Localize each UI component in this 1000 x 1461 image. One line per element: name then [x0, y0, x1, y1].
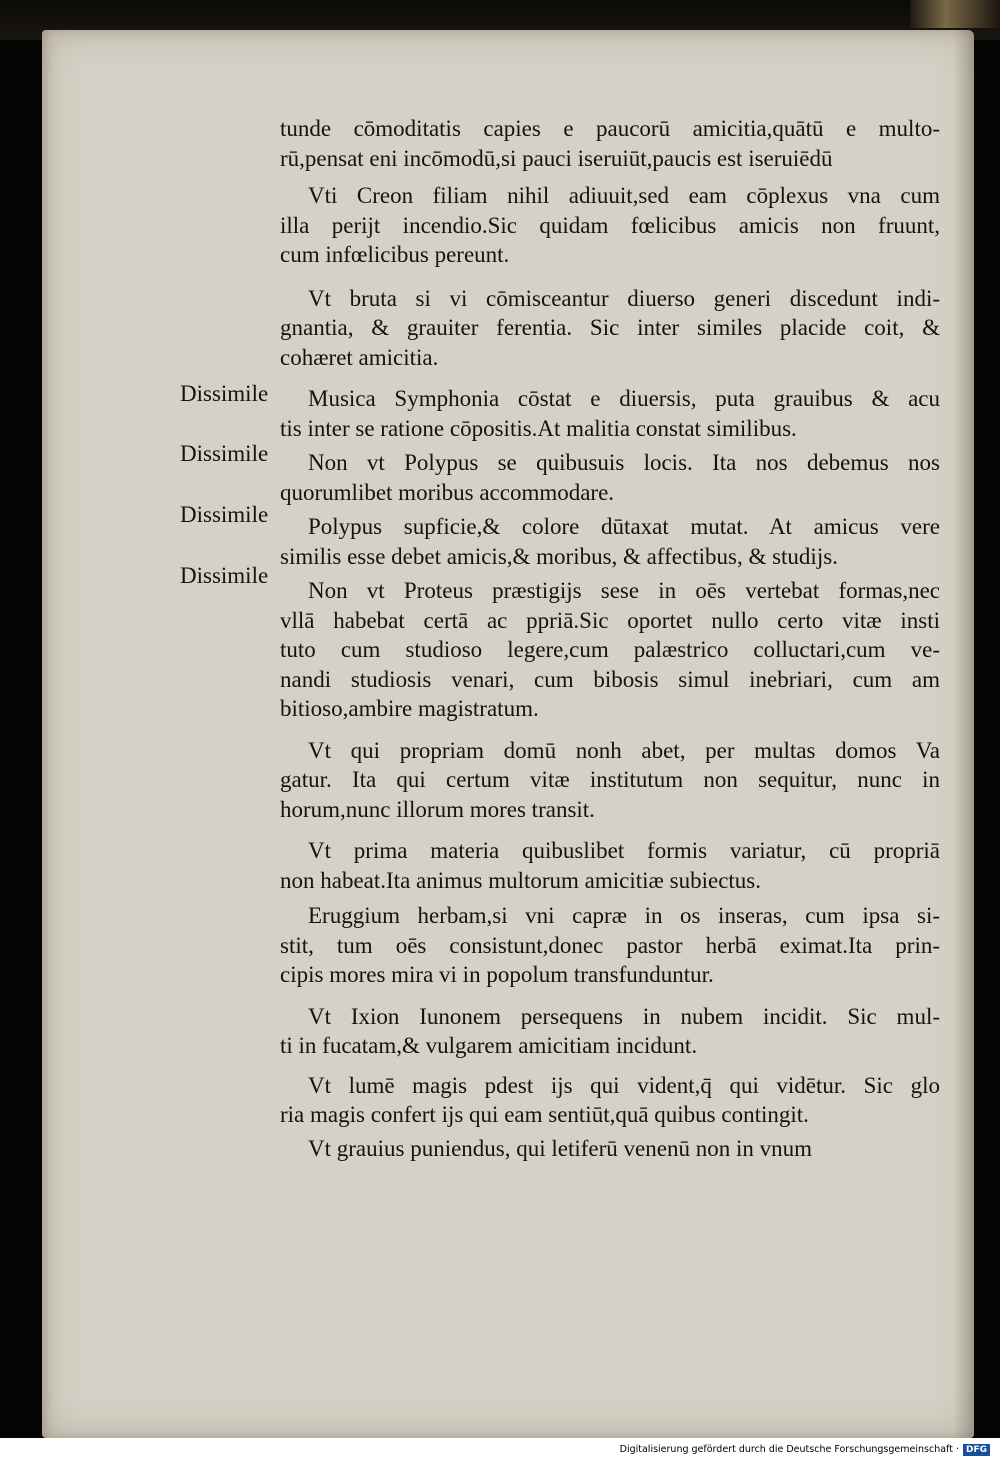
paragraph: [280, 736, 940, 825]
paragraph: [280, 512, 940, 571]
text-line: Polypus supficie,& colore dūtaxat mutat. At amicus vere: [308, 514, 940, 539]
digitization-footer: [0, 1438, 1000, 1461]
text-line: tunde cōmoditatis capies e paucorū amicitia,quātū e multo-: [280, 116, 940, 141]
text-line: nandi studiosis venari, cum bibosis simul inebriari, cum am: [280, 666, 940, 692]
text-line: Vt prima materia quibuslibet formis variatur, cū propriā: [308, 838, 940, 863]
dfg-logo-icon: DFG: [963, 1444, 990, 1456]
page-text: [280, 114, 940, 1173]
text-line: Musica Symphonia cōstat e diuersis, puta grauibus & acu: [308, 386, 940, 411]
text-line: cipis mores mira vi in popolum transfunduntur.: [280, 962, 714, 987]
text-line: ria magis confert ijs qui eam sentiūt,quā quibus contingit.: [280, 1102, 809, 1127]
paragraph: [280, 836, 940, 895]
paragraph: [280, 284, 940, 373]
text-line: Vt grauius puniendus, qui letiferū venenū non in vnum: [308, 1135, 813, 1161]
paragraph: [280, 1002, 940, 1061]
text-line: non habeat.Ita animus multorum amicitiæ subiectus.: [280, 867, 761, 893]
text-line: tuto cum studioso legere,cum palæstrico colluctari,cum ve-: [280, 637, 940, 662]
paragraph: [280, 181, 940, 270]
paragraph: [280, 384, 940, 443]
margin-note-dissimile: Dissimile: [180, 563, 269, 588]
text-line: cum infœlicibus pereunt.: [280, 242, 510, 267]
margin-note-dissimile: Dissimile: [180, 502, 269, 527]
text-line: illa perijt incendio.Sic quidam fœlicibus amicis non fruunt,: [280, 212, 940, 238]
text-line: quorumlibet moribus accommodare.: [280, 479, 615, 505]
text-line: bitioso,ambire magistratum.: [280, 696, 539, 721]
text-line: Non vt Proteus præstigijs sese in oēs vertebat formas,nec: [308, 578, 940, 603]
paragraph: [280, 576, 940, 724]
paragraph: [280, 114, 940, 173]
paragraph: [280, 1071, 940, 1130]
text-line: cohæret amicitia.: [280, 344, 439, 370]
page-edge-strip: [910, 0, 1000, 28]
text-line: vllā habebat certā ac ppriā.Sic oportet nullo certo vitæ insti: [280, 607, 940, 633]
margin-note-dissimile: Dissimile: [180, 441, 269, 466]
text-line: gatur. Ita qui certum vitæ institutum non sequitur, nunc in: [280, 767, 940, 792]
text-line: Eruggium herbam,si vni capræ in os inseras, cum ipsa si-: [308, 903, 940, 928]
footer-credit: Digitalisierung gefördert durch die Deutsche Forschungsgemeinschaft ·: [619, 1444, 959, 1455]
paragraph: [280, 901, 940, 990]
text-line: horum,nunc illorum mores transit.: [280, 796, 595, 822]
paragraph: [280, 1134, 940, 1164]
paragraph: [280, 448, 940, 507]
text-line: gnantia, & grauiter ferentia. Sic inter similes placide coit, &: [280, 315, 940, 340]
text-line: tis inter se ratione cōpositis.At malitia constat similibus.: [280, 415, 797, 441]
text-line: Non vt Polypus se quibusuis locis. Ita nos debemus nos: [308, 450, 940, 475]
text-line: rū,pensat eni incōmodū,si pauci iseruiūt,paucis est iseruiēdū: [280, 145, 833, 171]
text-line: Vt Ixion Iunonem persequens in nubem incidit. Sic mul-: [308, 1003, 940, 1029]
text-line: Vt bruta si vi cōmisceantur diuerso generi discedunt indi-: [308, 285, 940, 311]
text-line: Vt qui propriam domū nonh abet, per multas domos Va: [308, 737, 940, 763]
text-line: similis esse debet amicis,& moribus, & affectibus, & studijs.: [280, 543, 838, 569]
text-line: ti in fucatam,& vulgarem amicitiam incidunt.: [280, 1033, 698, 1058]
margin-note-dissimile: Dissimile: [180, 381, 269, 406]
text-line: stit, tum oēs consistunt,donec pastor herbā eximat.Ita prin-: [280, 932, 940, 958]
text-line: Vt lumē magis pdest ijs qui vident,q̄ qui vidētur. Sic glo: [308, 1072, 940, 1098]
text-line: Vti Creon filiam nihil adiuuit,sed eam cōplexus vna cum: [308, 183, 940, 208]
